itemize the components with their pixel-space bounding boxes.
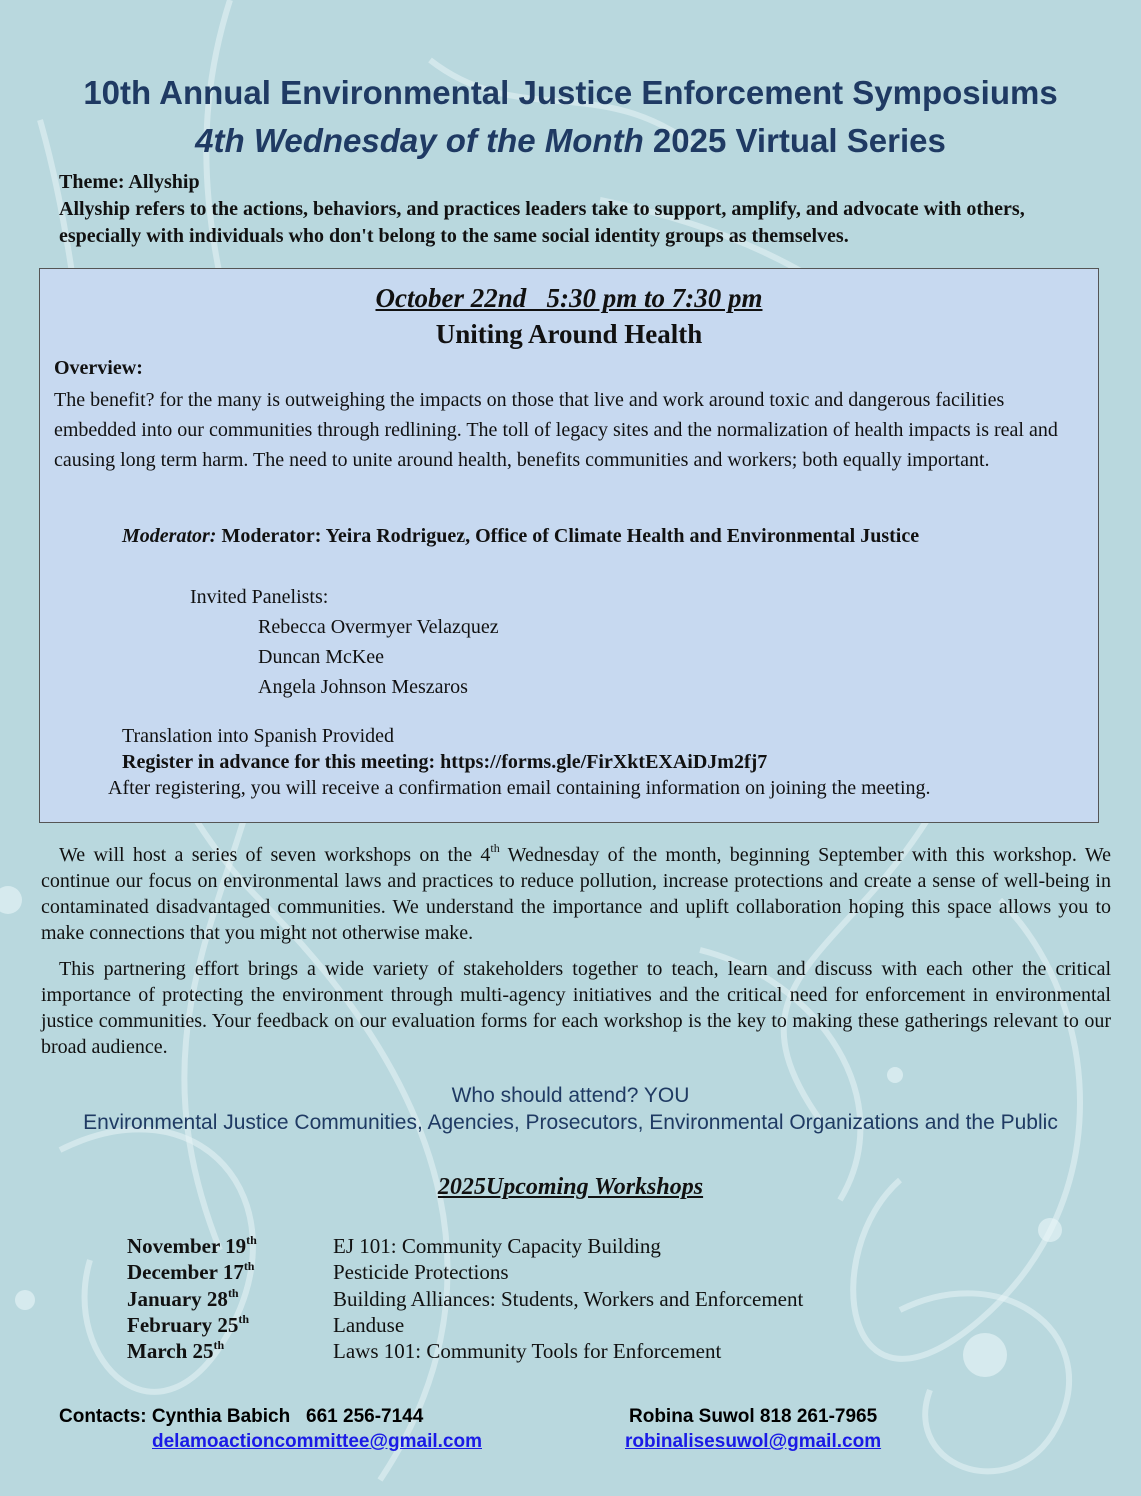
workshop-date-sup: th xyxy=(213,1338,225,1352)
workshop-title: EJ 101: Community Capacity Building xyxy=(333,1234,661,1258)
workshop-date xyxy=(127,1313,249,1338)
workshop-date-sup: th xyxy=(246,1233,257,1247)
workshop-date-text: November 19 xyxy=(127,1234,247,1258)
event-box xyxy=(39,268,1099,823)
theme-description: Allyship refers to the actions, behaviors, and practices leaders take to support, amplify, and advocate with others, especially with individuals who don't belong to the same social identity groups as themselves. xyxy=(59,198,1025,247)
contact-left: Contacts: Cynthia Babich 661 256-7144 xyxy=(59,1406,424,1427)
series-subtitle-rest: 2025 Virtual Series xyxy=(643,122,946,159)
workshop-title: Landuse xyxy=(333,1313,405,1337)
workshop-date-text: February 25 xyxy=(127,1313,239,1337)
workshop-date-text: March 25 xyxy=(127,1339,214,1363)
overview-text: The benefit? for the many is outweighing the impacts on those that live and work around toxic and dangerous facilities embedded into our communities through redlining. The toll of legacy sites and the normalization of health impacts is real and causing long term harm. The need to unite around health, benefits communities and workers; both equally important. xyxy=(54,389,1058,471)
moderator-text: Moderator: Yeira Rodriguez, Office of Climate Health and Environmental Justice xyxy=(216,525,920,547)
moderator xyxy=(122,525,919,548)
workshop-title: Building Alliances: Students, Workers and Enforcement xyxy=(333,1287,804,1311)
event-date-time xyxy=(40,283,1098,314)
moderator-label: Moderator: xyxy=(122,525,217,547)
intro-paragraph xyxy=(41,842,1111,946)
series-subtitle-italic: 4th Wednesday of the Month xyxy=(195,122,644,159)
overview-label: Overview: xyxy=(54,357,143,379)
audience-list: Environmental Justice Communities, Agencies, Prosecutors, Environmental Organizations and the Public xyxy=(83,1111,1058,1134)
workshop-date-sup: th xyxy=(227,1286,239,1300)
workshop-date-sup: th xyxy=(243,1259,255,1273)
page-title: 10th Annual Environmental Justice Enforcement Symposiums xyxy=(83,74,1058,111)
workshop-date-text: December 17 xyxy=(127,1260,244,1284)
event-title: Uniting Around Health xyxy=(435,319,703,349)
panelist-item: Angela Johnson Meszaros xyxy=(258,676,468,698)
workshop-date xyxy=(127,1260,254,1285)
intro-paragraph-sup: th xyxy=(490,841,500,855)
workshop-date-text: January 28 xyxy=(127,1287,228,1311)
contact-left-email-link[interactable]: delamoactioncommittee@gmail.com xyxy=(152,1431,482,1452)
who-should-attend: Who should attend? YOU xyxy=(451,1084,690,1107)
event-date-time-text: October 22nd 5:30 pm to 7:30 pm xyxy=(375,283,763,313)
upcoming-workshops-heading: 2025Upcoming Workshops xyxy=(437,1174,704,1200)
workshop-date xyxy=(127,1339,224,1364)
translation-note: Translation into Spanish Provided xyxy=(122,725,395,747)
workshop-date-sup: th xyxy=(238,1312,250,1326)
panelist-item: Duncan McKee xyxy=(258,646,385,668)
workshop-title: Pesticide Protections xyxy=(333,1260,509,1284)
panelists-label: Invited Panelists: xyxy=(190,586,329,608)
workshop-date xyxy=(127,1287,239,1312)
partnering-paragraph: This partnering effort brings a wide variety of stakeholders together to teach, learn and discuss with each other the critical importance of protecting the environment through multi-agency initiatives and the critical need for enforcement in environmental justice communities. Your feedback on our evaluation forms for each workshop is the key to making these gatherings relevant to our broad audience. xyxy=(41,958,1111,1058)
after-registering-note: After registering, you will receive a confirmation email containing information on joining the meeting. xyxy=(108,777,931,799)
intro-paragraph-a: We will host a series of seven workshops on the 4 xyxy=(59,844,491,866)
intro-paragraph-b: Wednesday of the month, beginning September with this workshop. We continue our focus on environmental laws and practices to reduce pollution, increase protections and create a sense of well-being in contaminated disadvantaged communities. We understand the importance and uplift collaboration hoping this space allows you to make connections that you might not otherwise make. xyxy=(41,844,1111,944)
contact-right: Robina Suwol 818 261-7965 xyxy=(629,1406,878,1427)
series-subtitle xyxy=(0,122,1141,160)
panelist-item: Rebecca Overmyer Velazquez xyxy=(258,616,499,638)
workshop-title: Laws 101: Community Tools for Enforcement xyxy=(333,1339,722,1363)
contact-right-email-link[interactable]: robinalisesuwol@gmail.com xyxy=(625,1431,882,1452)
workshop-date xyxy=(127,1234,257,1259)
register-link[interactable]: Register in advance for this meeting: https://forms.gle/FirXktEXAiDJm2fj7 xyxy=(122,751,768,773)
theme-label: Theme: Allyship xyxy=(59,171,200,193)
